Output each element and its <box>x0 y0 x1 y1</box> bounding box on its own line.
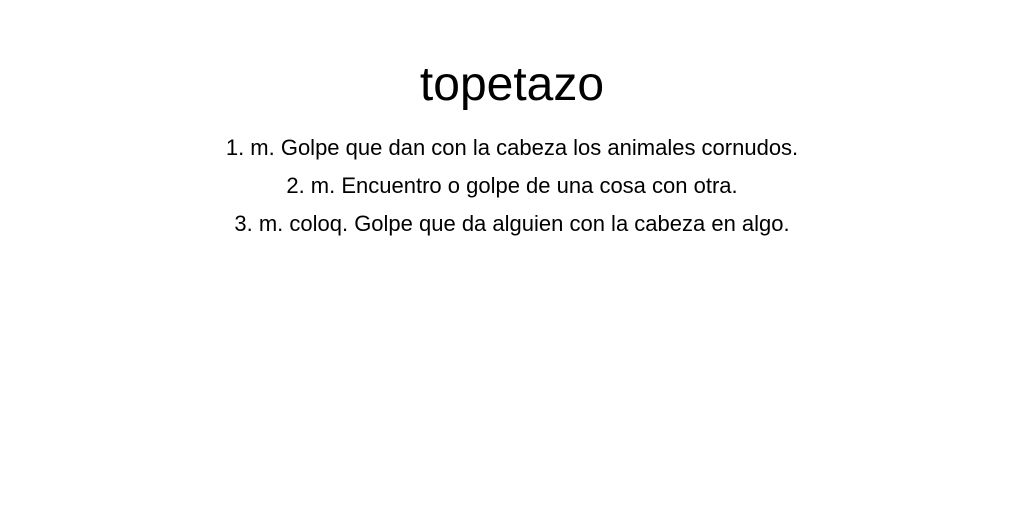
entry-headword: topetazo <box>419 58 605 111</box>
definition-item: 1. m. Golpe que dan con la cabeza los animales cornudos. <box>225 135 799 160</box>
definition-item: 3. m. coloq. Golpe que da alguien con la cabeza en algo. <box>234 211 790 236</box>
definition-list <box>0 129 1024 243</box>
definition-item: 2. m. Encuentro o golpe de una cosa con otra. <box>286 173 738 198</box>
